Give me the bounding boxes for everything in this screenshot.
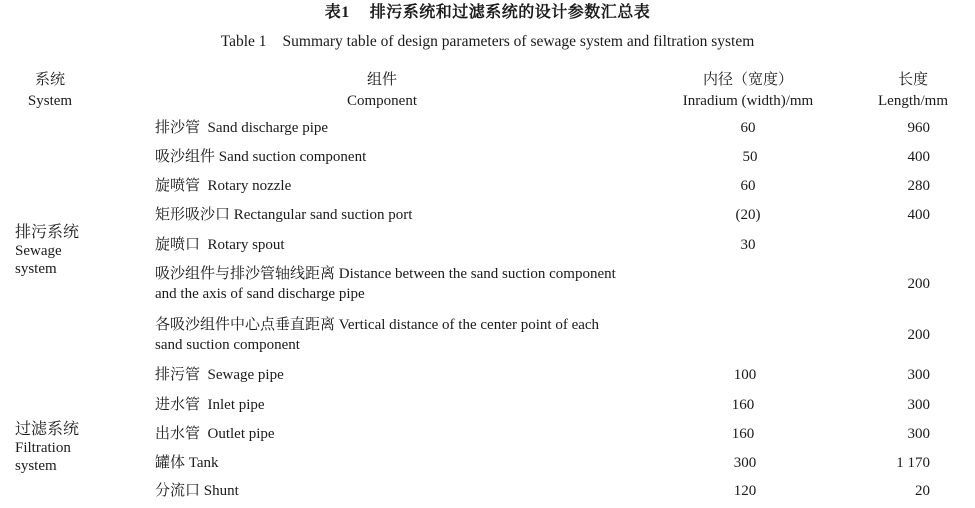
header-length-en: Length/mm bbox=[878, 93, 948, 109]
inradius-value: 60 bbox=[740, 120, 756, 136]
length-value: 1 170 bbox=[896, 455, 930, 471]
component-cn: 进水管 bbox=[155, 397, 201, 413]
length-value: 400 bbox=[907, 207, 930, 223]
length-value: 300 bbox=[907, 426, 930, 442]
component-en: Sand suction component bbox=[218, 149, 367, 165]
group-label-cn: 排污系统 bbox=[15, 224, 80, 241]
component-en: Sand discharge pipe bbox=[207, 120, 329, 136]
component-cn: 排污管 bbox=[155, 367, 201, 383]
component-en: Shunt bbox=[203, 483, 239, 499]
table-row bbox=[155, 315, 615, 355]
header-length-cn: 长度 bbox=[897, 72, 928, 88]
table-row bbox=[155, 456, 219, 471]
group-label-cn: 过滤系统 bbox=[15, 421, 80, 438]
table-title-cn bbox=[0, 5, 975, 21]
table-row bbox=[155, 238, 285, 253]
table-row bbox=[155, 484, 239, 499]
group-filtration-system bbox=[15, 420, 125, 475]
component-cn: 罐体 bbox=[155, 455, 186, 471]
header-length bbox=[858, 70, 968, 112]
inradius-value: 60 bbox=[740, 178, 756, 194]
inradius-value: 50 bbox=[742, 149, 758, 165]
inradius-value: 100 bbox=[733, 367, 757, 383]
component-cn: 旋喷口 bbox=[155, 237, 201, 253]
component-cn: 出水管 bbox=[155, 426, 201, 442]
component-cn: 矩形吸沙口 bbox=[155, 207, 231, 223]
component-cn: 吸沙组件 bbox=[155, 149, 216, 165]
length-value: 960 bbox=[907, 120, 930, 136]
table-number-cn: 表1 bbox=[324, 4, 350, 21]
table-row bbox=[155, 368, 284, 383]
component-cn: 吸沙组件与排沙管轴线距离 bbox=[155, 266, 336, 282]
group-sewage-system bbox=[15, 223, 125, 278]
inradius-value: 30 bbox=[740, 237, 756, 253]
component-cn: 分流口 bbox=[155, 483, 201, 499]
header-component-cn: 组件 bbox=[366, 72, 397, 88]
component-en: Sewage pipe bbox=[207, 367, 284, 383]
length-value: 20 bbox=[915, 483, 930, 499]
table-title-en bbox=[0, 34, 975, 50]
inradius-value: 160 bbox=[731, 426, 755, 442]
component-en: Distance between the sand suction component and the axis of sand discharge pipe bbox=[155, 266, 616, 302]
header-system-cn: 系统 bbox=[34, 72, 65, 88]
header-inradius-cn: 内径（宽度） bbox=[702, 72, 793, 88]
component-en: Outlet pipe bbox=[207, 426, 275, 442]
table-row bbox=[155, 208, 412, 223]
table-row bbox=[155, 427, 275, 442]
table-caption-en: Summary table of design parameters of sewage system and filtration system bbox=[282, 33, 755, 50]
length-value: 400 bbox=[907, 149, 930, 165]
header-system-en: System bbox=[27, 93, 73, 109]
header-system bbox=[5, 70, 95, 112]
inradius-value: 120 bbox=[733, 483, 757, 499]
component-cn: 旋喷管 bbox=[155, 178, 201, 194]
inradius-value: (20) bbox=[735, 207, 761, 223]
component-en: Rotary spout bbox=[207, 237, 285, 253]
table-caption-cn: 排污系统和过滤系统的设计参数汇总表 bbox=[369, 4, 651, 21]
component-en: Vertical distance of the center point of each sand suction component bbox=[155, 317, 600, 353]
table-number-en: Table 1 bbox=[220, 33, 267, 50]
table-row bbox=[155, 264, 630, 304]
length-value: 200 bbox=[907, 327, 930, 343]
length-value: 200 bbox=[907, 276, 930, 292]
table-row bbox=[155, 150, 366, 165]
length-value: 300 bbox=[907, 397, 930, 413]
component-cn: 各吸沙组件中心点垂直距离 bbox=[155, 317, 336, 333]
header-component-en: Component bbox=[347, 93, 417, 109]
group-label-en: Sewage system bbox=[15, 243, 62, 277]
length-value: 300 bbox=[907, 367, 930, 383]
component-en: Rotary nozzle bbox=[207, 178, 292, 194]
component-cn: 排沙管 bbox=[155, 120, 201, 136]
table-row bbox=[155, 398, 265, 413]
length-value: 280 bbox=[907, 178, 930, 194]
component-en: Inlet pipe bbox=[207, 397, 265, 413]
component-en: Rectangular sand suction port bbox=[233, 207, 413, 223]
table-row bbox=[155, 179, 291, 194]
inradius-value: 300 bbox=[733, 455, 757, 471]
component-en: Tank bbox=[188, 455, 219, 471]
header-component bbox=[282, 70, 482, 112]
group-label-en: Filtration system bbox=[15, 440, 71, 474]
header-inradius bbox=[658, 70, 838, 112]
inradius-value: 160 bbox=[731, 397, 755, 413]
table-row bbox=[155, 121, 328, 136]
header-inradius-en: Inradium (width)/mm bbox=[682, 93, 814, 109]
